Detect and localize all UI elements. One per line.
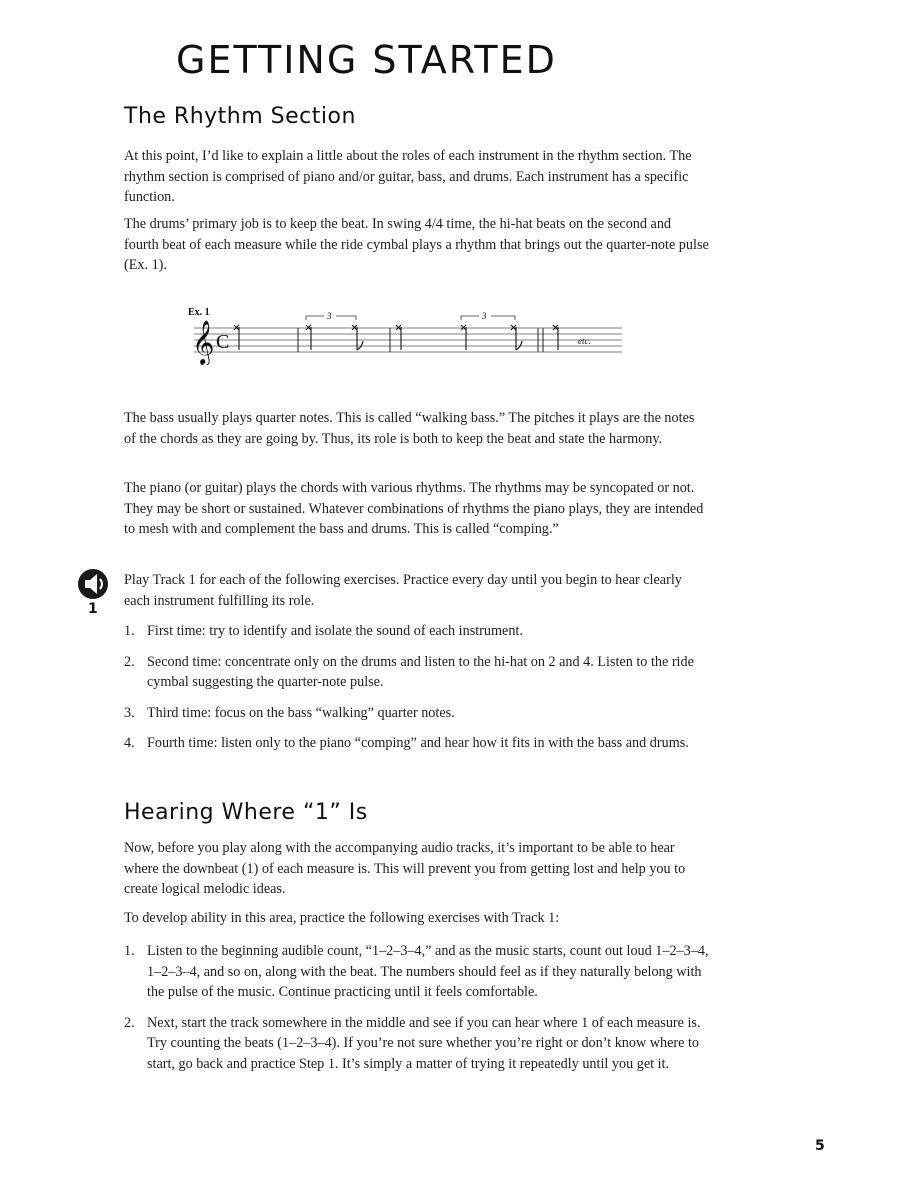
list-number: 3. xyxy=(124,704,135,721)
paragraph: To develop ability in this area, practice the following exercises with Track 1: xyxy=(124,910,560,926)
section-heading-rhythm-section: The Rhythm Section xyxy=(124,104,356,129)
list-number: 4. xyxy=(124,735,135,752)
music-example-ex1 xyxy=(186,305,626,365)
triplet-mark: 3 xyxy=(327,311,332,321)
triplet-mark: 3 xyxy=(482,311,487,321)
list-item xyxy=(124,1013,709,1075)
counting-steps xyxy=(124,941,709,1075)
paragraph: At this point, I’d like to explain a little about the roles of each instrument in the rhythm section. The rhythm section is comprised of piano and/or guitar, bass, and drums. Each instrument has a specific function. xyxy=(124,148,692,206)
list-text: Next, start the track somewhere in the middle and see if you can hear where 1 of each measure is. Try counting the beats (1–2–3–4). If you’re not sure whether you’re right or don’t know where to start, go back and practice Step 1. It’s simply a matter of trying it repeatedly until you get it. xyxy=(147,1014,701,1072)
track-number: 1 xyxy=(88,601,98,617)
list-text: Second time: concentrate only on the drums and listen to the hi-hat on 2 and 4. Listen to the ride cymbal suggesting the quarter-note pulse. xyxy=(147,653,694,691)
list-item xyxy=(124,652,709,693)
list-item xyxy=(124,733,709,754)
example-label: Ex. 1 xyxy=(188,307,210,318)
page-number: 5 xyxy=(815,1138,825,1154)
treble-clef-icon: 𝄞 xyxy=(192,320,215,364)
section-heading-hearing-where-1-is: Hearing Where “1” Is xyxy=(124,800,368,825)
page-title: GETTING STARTED xyxy=(176,38,557,82)
listening-steps xyxy=(124,621,709,754)
repeat-text: etc. xyxy=(578,336,591,346)
list-text: First time: try to identify and isolate the sound of each instrument. xyxy=(147,623,523,639)
list-number: 2. xyxy=(124,653,135,670)
list-item xyxy=(124,703,709,724)
paragraph: Now, before you play along with the accompanying audio tracks, it’s important to be able to hear where the downbeat (1) of each measure is. This will prevent you from getting lost and help you to create logical melodic ideas. xyxy=(124,840,686,898)
list-text: Third time: focus on the bass “walking” quarter notes. xyxy=(147,704,455,721)
list-number: 1. xyxy=(124,943,135,959)
time-signature: C xyxy=(216,331,230,353)
list-item xyxy=(124,941,709,1003)
speaker-icon xyxy=(76,568,112,600)
paragraph: The bass usually plays quarter notes. This is called “walking bass.” The pitches it plays are the notes of the chords as they are going by. Thus, its role is both to keep the beat and state the harmony. xyxy=(124,410,695,447)
list-item xyxy=(124,621,709,642)
paragraph: The piano (or guitar) plays the chords with various rhythms. The rhythms may be syncopated or not. They may be short or sustained. Whatever combinations of rhythms the piano plays, they are intended to mesh with and complement the bass and drums. This is called “comping.” xyxy=(124,480,704,538)
list-text: Fourth time: listen only to the piano “comping” and hear how it fits in with the bass and drums. xyxy=(147,735,689,752)
paragraph: The drums’ primary job is to keep the beat. In swing 4/4 time, the hi-hat beats on the second and fourth beat of each measure while the ride cymbal plays a rhythm that brings out the quarter-note pulse (Ex. 1). xyxy=(124,216,709,274)
track-instruction: Play Track 1 for each of the following exercises. Practice every day until you begin to hear clearly each instrument fulfilling its role. xyxy=(124,572,682,609)
list-text: Listen to the beginning audible count, “1–2–3–4,” and as the music starts, count out loud 1–2–3–4, 1–2–3–4, and so on, along with the beat. The numbers should feel as if they naturally belong with the pulse of the music. Continue practicing until it feels comfortable. xyxy=(147,943,709,1001)
list-number: 2. xyxy=(124,1014,135,1031)
list-number: 1. xyxy=(124,623,135,639)
